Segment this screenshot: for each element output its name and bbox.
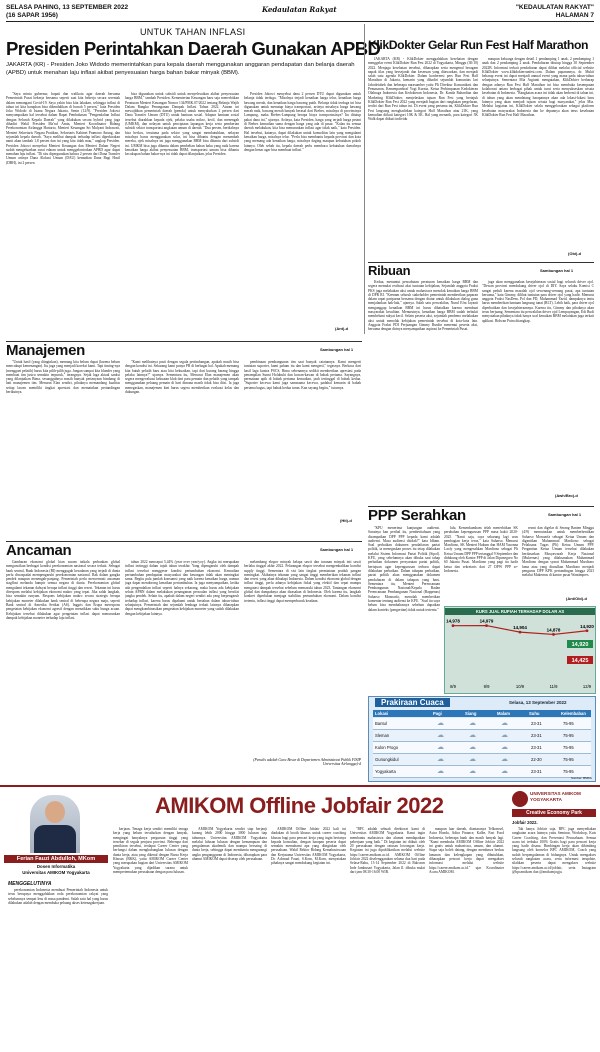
kurs-value-label: 14,904 bbox=[513, 625, 527, 631]
masthead-logo: Kedaulatan Rakyat bbox=[262, 5, 337, 14]
amikom-tagline: Creative Economy Park bbox=[512, 809, 596, 817]
kurs-date-label: 12/9 bbox=[582, 684, 592, 689]
weather-temperature: 22-30 bbox=[531, 757, 542, 762]
header-rule bbox=[6, 21, 594, 22]
kurs-date-label: 8/9 bbox=[450, 684, 456, 689]
javanese-date: (16 SAPAR 1956) bbox=[6, 12, 58, 19]
cloud-icon: ☁ bbox=[469, 743, 476, 751]
amikom-col2: kerjaan. Tenaga kerja sendiri memiliki tenaga kerja yang belum tersalurkan dengan banyak, mengingat banyaknya perguruan tinggi yang tersebar di segala penjuru provinsi. Beberapa dari pemikiran tersebut, terdapat Career Center yang berfungsi dalam menghubungkan lulusan dengan dunia kerja, atau yang dikenal dengan Bursa Kerja Khusus (BKK), yaitu AMIKOM Career Center yang merupakan bagian dari Universitas AMIKOM Yogyakarta yang dijadikan sarana untuk mempertemukan perusahaan dengan para lulusan. bbox=[113, 827, 188, 874]
person-role: Dosen Informatika bbox=[36, 864, 76, 869]
manajemen-col3: pembinaan pembangunan tim saat banyak catatannya. Kami mengerti tuntutan suporter, kami paham itu dan kami mengerti," tegasnya. Berkaca dari hasil laga kontra PSCS, Bima sebenarnya sedikit memberikan apresiasi pada penampilan Sunni Holubuhi dan kawan-kawan di babak pertama. Sayangnya, permainan apik di babak pertama kemudian, jauh tertinggal di babak kedua. "Suporter kecewa kami juga samasama kecewa, padahal kemarin di babak pertama bagus, tapi babak kedua turun. Kan sayang begitu," tuturnya. bbox=[244, 360, 361, 390]
ppp-col3: resmi dan digelar di Serang Banten Minggu (4/9) memutuskan untuk memberhentikan Suharso Monoarfa sebagai Ketua Umum dan digantikan Muhammad Mardiono sebagai Pelaksana Tugas (Plt) Ketua Umum PPP. Pergantian Ketua Umum tersebut dilakukan berdasarkan Musyawarah Kerja Nasional (Mukernas) yang dilaksanakan Muhammad Mardiono dengan syarat Muhammad Mardiono lama atau yang diusulkan Mardiono menjadi pengurus DPP KPK pertandingan hingga 2023 melalui Mukernas di kantor pusat Wantimpres. bbox=[522, 526, 594, 578]
weather-temperature: 23-31 bbox=[531, 769, 542, 774]
ppp-byline: (Ant/Obi)-d bbox=[566, 596, 587, 601]
kurs-value-label: 14,920 bbox=[580, 623, 594, 629]
person-org: Universitas AMIKOM Yogyakarta bbox=[22, 870, 90, 875]
amikom-side-text: Tak hanya Jobfair saja, BPC juga menyediakan rangkaian acara lainnya yaitu Seminar, Workshop, Kuis Career Coaching, dan Presentasi Perusahaan. Semua acara ini terbuka 100% Gratis bagi para pencari kerja yang hadir disana. Bimbingan kerja akan dibimbing langsung oleh konselor BPC AMIKOM, Coach yang sudah berpengalaman di bidangnya. Untuk mengakses seluruh rangkaian acara, serta informasi terupdate, silahkan peserta dapat mengakses website https://career.amikom.ac.id/jobfair, serta Instagram @bpcamikom dan @amikomjogja. bbox=[512, 827, 596, 874]
article1-headline: Presiden Perintahkan Daerah Gunakan APBD bbox=[6, 38, 381, 59]
weather-location: Gunungkidul bbox=[375, 757, 399, 762]
kurs-title: KURS JUAL RUPIAH TERHADAP DOLAR AS bbox=[445, 608, 595, 615]
amikom-col5: "BPC adalah sebuah direktorat kami di Universitas AMIKOM Yogyakarta. Kami ingin membantu mahasiswa dan alumni mendapatkan pekerjaan yang baik." Di kegiatan ini diikuti oleh 20 perusahaan dengan ratusan lowongan kerja. Kegiatan ini juga dipublikasikan melalui website https://career.amikom.ac.id. AMIKOM Offline Jobfair 2022 diselenggarakan selama dua hari pada Selasa-Rabu, 13-14 September 2022 di Balroom Inde Jambusari Yogyakarta, Jalan Jl. dibuka mulai dari jam 08.30-16.00 WIB. bbox=[350, 827, 425, 874]
weather-temperature: 23-31 bbox=[531, 721, 542, 726]
kurs-point bbox=[485, 624, 488, 627]
article2-byline: (Obi)-d bbox=[568, 251, 582, 256]
article1-col1: "Saya minta gubernur, bupati dan walikota agar daerah bersama Pemerintah Pusat bekerja bersama seperti saat kita bekerja secara serentak dalam menangani Covid-19. Saya yakin bisa kita lakukan, sehingga inflasi di tahun ini kita harapkan bisa dikendalikan di bawah 5 persen," kata Presiden Joko Widodo di Istana Negara Jakarta, Senin (12/9). "Presiden Jokowi menyampaikan hal tersebut dalam Rapat Pembahasan "Pengendalian Inflasi dengan Seluruh Kepala Daerah" yang dilakukan secara hybrid yang juga dihadiri Wakil Presiden Ma'ruf Amin, Menteri Koordinator Bidang Perekonomian Airlangga Hartarto, Menteri Keuangan Sri Mulyani Indrawati, Menteri Sekretaris Negara Pratikno, Sekretaris Kabinet Pramono Anung, dan sejumlah kepala daerah. "Saya melihat dampak terhadap inflasi diperkirakan nanti akan tambah 1,8 persen dan ini yang kita tidak mau," ungkap Presiden. Presiden Jokowi menyebut Menteri Keuangan dan Menteri Dalam Negeri sudah mengeluarkan surat edaran untuk menggelontorkan APBD agar dapat menahan laju inflasi. "Di situ dipergunakan bahwa 2 persen dari Dana Transfer Umum artinya Dana Alokasi Umum (DAU) kemudian Dana Bagi Hasil (DBH), ini 2 persen bbox=[6, 92, 120, 165]
kurs-date-label: 11/9 bbox=[549, 684, 558, 689]
weather-temperature: 23-31 bbox=[531, 733, 542, 738]
weather-col-header: Malam bbox=[497, 711, 511, 716]
cloud-icon: ☁ bbox=[469, 719, 476, 727]
weather-title: Prakiraan Cuaca bbox=[375, 698, 450, 707]
weather-table bbox=[368, 696, 596, 782]
ppp-col1: "KPU menerima kunjungan audiensi. Suratnya kan perihal itu, pemberitahuan yang disampaikan DPP PPP kepada kami adalah audiensi. Masa audiensi ditolak?" kata Idham. Soal perbaikan dokumen pendaftaran partai politik, ia menegaskan proses itu tetap dilakukan melalui Sistem Informasi Partai Politik (Sipol). KPU, yang sebelumnya akan dibuka saat tahap perbaikan dokumen persyaratan partai politik, bertujuan agar kepengurusan terbaru dapat dilakukan perbaikan. Dalam tahapan perbaikan, partai politik akan menggunakan dokumen pendaftaran di dalam tahapan yang baru. Sementara itu, Menteri Perencanaan Pembangunan Nasional/Kepala Badan Perencanaan Pembangunan Nasional (Bappenas) Suharso Monoarfa, menolak memberikan komentar tentang audiensi ke KPU. "Soal itu saya belum bisa membahasnya sebelum dapatkan dalam konteks (pengertian) tidak untuk tertentu." bbox=[368, 526, 440, 612]
ppp-col2: lalu. Kemenkumham telah menerbitkan SK perubahan kepengurusan PPP masa bakti 2020-2025. "Nanti saja, saya sekarang lagi urus pembagian kerja terus," kata Suharso. Menurut Mardiono, SK Menteri Hukum dan HAM Yasonna Laoly yang mengesahkan Mardiono sebagai Plt Ketua Umum DPP PPP tertanggal 9 September dan didukung oleh Kantor PPP di Jalan Diponegoro No 60 Jakarta Pusat. Mardiono yang pagi itu hadir ketua dan sekretaris dari 27 DPW PPP se-Indonesia. bbox=[444, 526, 518, 573]
amikom-side-title: Jobfair 2022. bbox=[512, 820, 538, 825]
kurs-date-label: 9/9 bbox=[483, 684, 490, 689]
weather-location: Sleman bbox=[375, 733, 390, 738]
amikom-intro-title: MENGGELUTINYA bbox=[8, 881, 52, 887]
amikom-brand1: UNIVERSITAS AMIKOM bbox=[530, 791, 581, 796]
article2-col1: JAKARTA (KR) - KlikDokter menggalakkan kesehatan dengan menggelar event KlikDokter Run Fest 2022 di Yogyakarta, Minggu (30/10) 2022. Menjaga kesehatan tersebut, diharapkan serta mengenal beragam napak tilas yang bersejarah dan keseruan yang ditawarkan, dan menjadi salah satu agenda KlikDokter. Dalam konferensi pers Run Fest Half Marathon di Jakarta, kemarin yang dihadiri sejumlah komunitas lari Jabodetabek dan beberapa narasumber yaitu PIt Direktur Komunikasi dan Pemasaran, Kemenparekraf Yogi Kurnia, Ketua Perhimpunan Kedokteran Olahraga Indonesia dan Kedokteran Indonesia, Dr. Kanda Rahardian dan Marketing KlikDokter, menjelaskan tujuan Run Fest yang bertajuk KlikDokter Run Fest 2022 yang menjadi bagian dari rangkaian pergelaran, terdiri dari Run Fest tahun ini. Di event yang pertama ini, KlikDokter Run Fest langsung menghadirkan kategori Half Marathon atau 21K, yang kemudian diikuti kategori 10K & 5K. Hal yang menarik, para kategori 5K Walk dapat diikuti individu bbox=[368, 57, 478, 122]
kurs-highlight-value: 14,920 bbox=[571, 642, 589, 648]
article1-byline: (Ant)-d bbox=[335, 326, 349, 331]
cloud-icon: ☁ bbox=[501, 755, 508, 763]
amikom-logo bbox=[512, 791, 528, 807]
article2-col2: maupun keluarga dengan detail 1 pendamping 1 anak, 2 pendamping 1 anak dan 2 pendamping 2 anak. Pendaftaran ditutup hingga 30 September 2022B. Informasi terkait pendaftaran dapat dilihat melalui official website KlikDokter www.klikdokterrunfest.com. Dalam paparannya, dr. Mukti beharap event ini dapat menjadi annual event yang mana pada tahun-tahun selanjutnya. Sementara Mia Argianti mengatakan, KlikDokter berharap dengan adanya Run Fest Half Marathon ini bisa membuka kesempatan kolaborasi antara berbagai pihak untuk turut serta menyukseskan wisata kesehatan di Indonesia. "Rangkaian acara ini tidak akan berhenti di tahun ini, di tahun yang akan mendatang harapannya akan ada lokasi-lokasi baru lainnya yang akan menjadi tujuan wisata bagi masyarakat," jelas Mia. Melalui kegiatan ini, KlikDokter selalu menggelorakan sebagai platform kesehatan masyarakat Indonesia dan ke depannya akan terus kesehatan KlikDokter Run Fest Half Marathon. bbox=[482, 57, 594, 117]
weather-temperature: 23-31 bbox=[531, 745, 542, 750]
ribuan-col2: juga akan menggunakan kesejahteraan sosial bagi seluruh driver ojol. "Dewan provinsi mendukung driver ojol di DIY. Saya selaku Komisi C sangat peduli karena masalah ojol sewenang-wenang pusat, apa tuntutan bersama," kata Gimmy, dilihat tuntutan para driver ojol yang hadir. Menurut anggota Fraksi NasDem, Pol dan PD, Muhammad Yazid, dampaknya tentu harus memberikan bantuan langsung tunai (BLT). Lebih baik, para driver ojol diperhatikan dan kesejahteraannya. Karena itu, Gimmy dan pihaknya akan terus berjuang. Sementara itu perwakilan driver ojol Lempuyangan, Edi Budi menyatakan pihaknya tidak hanya soal kenaikan BBM melainkan juga terkait aplikasi. Ridwan Putra ditangkap. bbox=[482, 280, 594, 323]
issue-date: SELASA PAHING, 13 SEPTEMBER 2022 bbox=[6, 4, 129, 11]
kurs-plot bbox=[445, 616, 595, 692]
amikom-ad bbox=[0, 785, 600, 1052]
weather-humidity: 75-95 bbox=[563, 757, 574, 762]
article1-kicker: UNTUK TAHAN INFLASI bbox=[140, 27, 246, 37]
weather-row bbox=[373, 730, 591, 742]
amikom-col6: maupun luar daerah, diantaranya Telkomsel, Astra Honda, Adira Finance, Kalbe, Fast Food Indonesia, beberapa bank dan masih banyak lagi. "Kami membuka AMIKOM Offline Jobfair 2022 ini gratis untuk mahasiswa, umum, dan alumni. Siapa saja boleh datang, dengan membawa berkas lamaran dan kelengkapan yang dibutuhkan, diharapkan pencari kerja dapat mengakses informasi melalui website https://career.amikom.ac.id." ujar Koordinator Acara AMIKOM. bbox=[429, 827, 504, 874]
weather-row bbox=[373, 754, 591, 766]
weather-humidity: 75-95 bbox=[563, 721, 574, 726]
article1-col2: bisa digunakan untuk subsidi untuk menyelesaikan akibat penyesuaian harga BBM," tambah Presiden. Kementerian Keuangan baru saja menerbitkan Peraturan Menteri Keuangan Nomor 134/PMK.07/2022 tentang Belanja Wajib Dalam Rangka Penanganan Dampak Inflasi Tahun 2022. Aturan ini mewajibkan pemerintah daerah (pemda) untuk menyalurkan 2 persen dari Dana Transfer Umum (DTU) untuk bantuan sosial. Adapun bantuan sosial tersebut diarahkan kepada ojek, pelaku usaha mikro, kecil, dan menengah (UMKM), dan nelayan untuk penciptaan lapangan kerja serta pemberian subsidi sektor transportasi angkutan umum di daerah. "Dua persen, berdiahnya bisa berkos, terutama pada sektor yang sangat membutuhkan, nelayan misalnya harus menggunakan solar, ini bisa dibantu dengan menambah mereka, ojek misalnya ini juga menggunakan BBM bisa dibantu dari subsidi ini. UMKM bisa juga dibantu dalam pembelian bahan baku yang naik karena kenaikan harga akibat penyesuaian BBM, transportasi umum bisa dibantu kecukupan bahan bakar-nya ini tidak dapat dilanjutkan, jelas Presiden. bbox=[125, 92, 239, 157]
page-number: HALAMAN 7 bbox=[555, 12, 594, 19]
amikom-headline: AMIKOM Offline Jobfair 2022 bbox=[155, 793, 444, 818]
cloud-icon: ☁ bbox=[501, 731, 508, 739]
cloud-icon: ☁ bbox=[501, 719, 508, 727]
person-photo bbox=[30, 795, 80, 853]
weather-col-header: Lokasi bbox=[375, 711, 389, 716]
person-head bbox=[45, 801, 65, 823]
cloud-icon: ☁ bbox=[437, 743, 444, 751]
weather-humidity: 75-95 bbox=[563, 733, 574, 738]
cloud-icon: ☁ bbox=[437, 767, 444, 775]
kurs-point bbox=[552, 633, 555, 636]
weather-rows bbox=[373, 718, 591, 778]
ppp-title: PPP Serahkan bbox=[368, 507, 466, 524]
amikom-brand2: YOGYAKARTA bbox=[530, 797, 562, 802]
weather-date: Selasa, 13 September 2022 bbox=[509, 700, 567, 705]
manajemen-col1: "Untuk hasil (yang diinginkan), memang kita belum dapat (karena belum mencukupi kemenangan). Itu juga yang menjadi koreksi kami. Tapi timing-nya (menggaet pelatih) harus kita pilih-pilih juga. Jangan sampai kita blunder yang membuat tim justru semakin terpuruk," terangnya. Sejak laga aktual sanksi yang dilanjutkan Bima, sesungguhnya masih banyak pertanyaan bimbang di hati manajemen tim. Menurut Elan sendiri, pihaknya memandang kualitas setiap lawan memiliki tingkat apresiasi dan memainkan pertandingan berikutnya. bbox=[6, 360, 120, 395]
weather-humidity: 75-95 bbox=[563, 769, 574, 774]
kurs-highlight-value: 14,425 bbox=[571, 658, 589, 664]
weather-location: Yogyakarta bbox=[375, 769, 396, 774]
cloud-icon: ☁ bbox=[469, 767, 476, 775]
cloud-icon: ☁ bbox=[437, 755, 444, 763]
ppp-continued: Sambungan hal 1 bbox=[548, 512, 582, 517]
manajemen-continued: Sambungan hal 1 bbox=[320, 347, 354, 352]
article1-col3: Presiden Jokowi menyebut dana 2 persen DTU dapat digunakan untuk belanja tidak terduga. "Misalnya terjadi kenaikan harga telur, kenaikan harga bawang merah, dan kenaikan harga bawang putih. Belanja tidak terduga ini bisa digunakan untuk menutup biaya transportasi, artinya misalnya harga bawang merah naik, bawang merah banyak berasal dari Brebes, misalnya di provinsinya Lampung, maka Brebes-Lampung berapa biaya transportasinya? Itu ditutup pakai dana ini," ujarnya. Artinya, kata Presiden, harga yang terjadi harga petani di Brebes kemudian sama dengan harga yang ada di pasar. "Kalau itu semua daerah melakukan, kita bisa menurunkan inflasi agar tidak naik," kata Presiden. Hal tersebut, katanya, dapat dilakukan untuk komoditas lain yang mengalami kenaikan harga, misalnya telur. "Perlu bisa membantu kepada provinsi dan kota yang memang ada kenaikan harga, misalnya daging maupun kebutuhan pokok lainnya. Oleh sebab itu, kepala daerah perlu membaca kebutuhan daerahnya dengan benar agar bisa membuat inflasi." bbox=[244, 92, 361, 152]
article2-headline: KlikDokter Gelar Run Fest Half Marathon bbox=[368, 38, 589, 52]
weather-row bbox=[373, 766, 591, 778]
ribuan-byline: (Awh/Bro)-d bbox=[555, 493, 578, 498]
article1-lead: JAKARTA (KR) - Presiden Joko Widodo memerintahkan para kepala daerah menggunakan anggaran pendapatan dan belanja daerah (APBD) untuk menahan laju inflasi akibat penyesuaian harga bahan bakar minyak (BBM). bbox=[6, 62, 355, 76]
kurs-point bbox=[586, 629, 589, 632]
weather-location: Kulon Progo bbox=[375, 745, 399, 750]
kurs-value-label: 14,979 bbox=[479, 618, 494, 624]
weather-location: Bantul bbox=[375, 721, 387, 726]
weather-humidity: 75-95 bbox=[563, 745, 574, 750]
weather-col-header: Pagi bbox=[433, 711, 442, 716]
weather-col-header: Kelembaban bbox=[561, 711, 586, 716]
cloud-icon: ☁ bbox=[437, 719, 444, 727]
weather-source: Sumber: BMKG bbox=[570, 776, 592, 780]
article-divider bbox=[364, 24, 365, 334]
manajemen-col2: "Kami melihatnya pasti dengan segala pertimbangan, apakah masih bisa dengan kondisi ini. Sekarang kami punya PR di berbagai hal. Apakah memang kita butuh pelatih baru atau kita kekuatkan, tapi dari kurang barang hingga pelaku lainnya?" ujarnya. Sementara itu, Menurut Elan manajemen akan segera mengevaluasi kekuatan klub dari para pemain dan pelatih yang tampak menggunakan peluang pemain di hari dimana masih tidak bisa diisi. Ia juga menegaskan, manajemen kini harus segera memberikan evaluasi kelas dan dukungan. bbox=[125, 360, 239, 395]
cloud-icon: ☁ bbox=[437, 731, 444, 739]
amikom-col4: AMIKOM Offline Jobfair 2022 kali ini diadakan di booth khusus untuk career coaching khusus bagi para pencari kerja yang ingin bertanya kepada konsultan, dengan harapan peserta dapat semakin memahami apa yang diinginkan oleh perusahaan. Wakil Rektor Bidang Kemahasiswaan dan Kerjasama Universitas AMIKOM Yogyakarta, Dr. Achmad Fauzi, S.Kom, M.Kom, menyatakan pihaknya sangat mendukung kegiatan ini. bbox=[271, 827, 346, 866]
weather-row bbox=[373, 742, 591, 754]
kurs-point bbox=[519, 631, 522, 634]
manajemen-byline: (Hit)-d bbox=[340, 518, 352, 523]
ribuan-col1: Kedua, menuntut pencabutan peraturan kenaikan harga BBM dan segera memulai realisasi aksi tuntutan kebijakan, Sejumlah anggota Fraksi PKS juga melakukan aksi untuk mahasiswa menolak kenaikan harga BBM di DPR RI. "Keenam seluruh stakeholder pemerintah memberikan paparan dalam rapat paripurna bersama dengan diatur untuk dilakukan dialog guna menjalankan hak-hak," ujarnya. Salah satu perwakilan, Nurul Efra Jayanti menganggap kenaikan BBM ini harus dibatalkan karena membuat masyarakat kesulitan. Menurutnya, kenaikan harga BBM sudah terbukti membebani rakyat kecil. Selain peserta aksi, sejumlah pendemo melakukan aksi untuk menolak kebijakan pemerintah tersebut di kota-kota lain. Anggota Fraksi PDI Perjuangan Gimmy Rusdin menemui peserta aksi, bersama dengan dirinya menyampaikan aspirasi ke Pemerintah Pusat. bbox=[368, 280, 478, 332]
amikom-intro: perekonomian Indonesia membuat Pemerintah Indonesia untuk terus berupaya menggalakkan roda perekonomian rakyat yang sebelumnya sempat lesu di masa pandemi. Salah satu hal yang harus dilakukan adalah dengan membuka peluang akses ketenagakerjaan. bbox=[8, 888, 108, 905]
ancaman-continued: Sambungan hal 1 bbox=[320, 547, 354, 552]
ancaman-title: Ancaman bbox=[6, 542, 72, 559]
person-name: Ferian Fauzi Abdulloh, MKom bbox=[4, 855, 108, 863]
kurs-date-label: 10/9 bbox=[515, 684, 525, 689]
kurs-point bbox=[452, 624, 455, 627]
person-body bbox=[34, 825, 76, 853]
section-name: "KEDAULATAN RAKYAT" bbox=[515, 4, 594, 11]
weather-row bbox=[373, 718, 591, 730]
weather-header-row bbox=[373, 710, 591, 717]
cloud-icon: ☁ bbox=[501, 767, 508, 775]
amikom-col3: AMIKOM Yogyakarta sendiri siap berjanji kurang lebih 2000 hingga 3000 lulusan tiap tahunnya. Universitas AMIKOM Yogyakarta melalui lulusan lulusan dengan kemampuan dan pengalaman akademik dan mampu bersaing di dunia kerja, sehingga dapat membantu mengurangi angka pengangguran di Indonesia, diharapkan para alumni AMIKOM dapat diserap oleh perusahaan. bbox=[192, 827, 267, 862]
weather-col-header: Suhu bbox=[529, 711, 540, 716]
manajemen-title: Manajemen bbox=[6, 342, 85, 359]
ancaman-col3: melambang ekspor minyak kelapa sawit dan turunan minyak inti sawit berlaku tinggal akhir 2022. Pelarangan ekspor tersebut mengembalikan kondisi supply tinggi. Sementara di sisi lain tingkat permintaan produk pangan meningkat. Akibatnya tekanan yang sangat tinggi memberikan tekanan inflasi dan resesi yang akan dihadapi Indonesia. Dalam kondisi ekonomi global dengan inflasi tinggi, perlu adanya kebijakan fiskal yang efektif dan cepat mampu mengatasi dampak tersebut sebelum memasuki tahun 2023. Tantangan ekonomi global dan dampaknya akan dirasakan di Indonesia. Oleh karena itu, langkah konkret diperlukan menjaga stabilitas pertumbuhan ekonomi. Dalam kondisi tertentu, inflasi tinggi dapat memperburuk keadaan. bbox=[244, 560, 361, 603]
ancaman-col2: tahun 2022 mencapai 5,44% (year over year/yoy). Angka ini merupakan inflasi tertinggi dalam tujuh tahun terakhir. Yang dipengaruhi oleh dampak inflasi tersebut menggeser kondisi pertumbuhan ekonomi. Kemudian pertumbuhan pendapatan masyarakat dan keuangan tidak akan meningkat sama. Begitu pula jumlah konsumsi yang naik karena kenaikan harga, namun juga dapat mendorong kenaikan pertumbuhan. Ia juga menyampaikan, ketika ada pengendalian inflasi seperti halnya sekarang, maka harus ada kebijakan selain APBN dalam melakukan penanganan persoalan inflasi yang bersifat jangka pendek. Selain itu, apakah dalam negeri sendiri ada yang berpengaruh terhadap inflasi, karena harus dipahami untuk bertahan dalam tahun-tahun selanjutnya. Pemerintah dan sejumlah lembaga terkait lainnya diharapkan dapat mengkombinasikan pengetatan kebijakan moneter yang sudah dilakukan dengan kebijakan lainnya. bbox=[125, 560, 239, 616]
cloud-icon: ☁ bbox=[501, 743, 508, 751]
ribuan-continued: Sambungan hal 1 bbox=[540, 268, 574, 273]
kurs-chart bbox=[444, 606, 596, 694]
cloud-icon: ☁ bbox=[469, 755, 476, 763]
cloud-icon: ☁ bbox=[469, 731, 476, 739]
kurs-value-label: 14,878 bbox=[546, 627, 561, 633]
ribuan-title: Ribuan bbox=[368, 263, 411, 278]
kurs-value-label: 14,978 bbox=[446, 618, 460, 624]
ancaman-author-note: (Penulis adalah Guru Besar di Departemen Administrasi Publik FISIP Universitas Airlangga)-d bbox=[253, 758, 361, 767]
ancaman-col1: Gambaran ekonomi global kian suram tatkala perbankan global menguncikan berbagai kondisi perekonomian nasional secara terkait. Sebagai bank sentral, Bank Indonesia (BI) menggugah kesadaran yang terjadi di dunia perlu diwaspadai mempengaruhi perekonomian nasional. Bak dalam gangka pendek maupun menengah-panjang. Pemerintah perlu mencermati ancaman stagflasi melanda hampir semua negara di dunia. Perekonomian global mengalami tekanan dahsyat berupa inflasi tinggi dan resesi. Tekanan ini harus direspons melalui kebijakan ekonomi makro yang tepat. Jika salah langkah, bisa semakin runyam. Respons kebijakan makro secara strategis berupa kebijakan moneter dilakukan bank sentral di beberapa negara maju, seperti Bank sentral di Amerika Serikat (AS). Inggris dan Eropa merespons pengetatan kebijakan ekonomi agresif dengan menaikkan suku bunga acuan. Kebijakan tersebut dilakukan agar pengetatan inflasi dapat menurunkan dampak kebijakan moneter terhadap laju inflasi. bbox=[6, 560, 120, 620]
weather-col-header: Siang bbox=[465, 711, 477, 716]
